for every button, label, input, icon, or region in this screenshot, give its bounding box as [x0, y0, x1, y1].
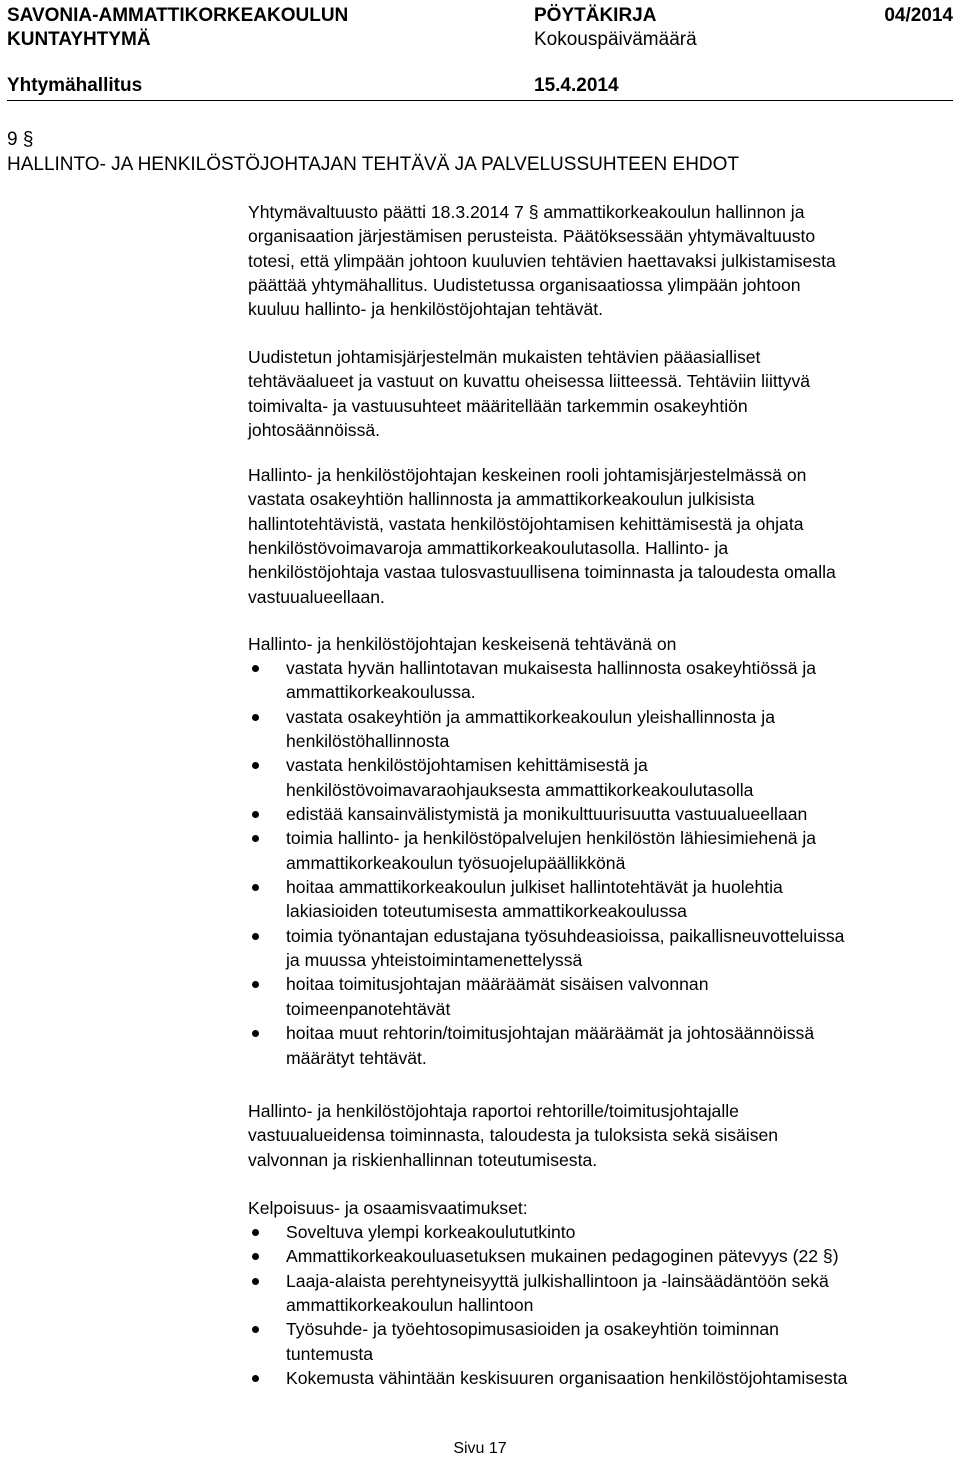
qualification-item	[248, 1269, 958, 1318]
list-item-text: vastata osakeyhtiön ja ammattikorkeakoulun yleishallinnosta ja	[286, 706, 775, 727]
document-type: PÖYTÄKIRJA	[534, 5, 657, 26]
document-number: 04/2014	[884, 5, 953, 26]
bullet-icon	[252, 933, 259, 940]
list-item-text: Soveltuva ylempi korkeakoulututkinto	[286, 1222, 576, 1242]
text-line: vastuualueidensa toiminnasta, taloudesta ja tuloksista sekä sisäisen	[248, 1125, 779, 1146]
list-item-text: hoitaa toimitusjohtajan määräämät sisäisen valvonnan	[286, 974, 709, 995]
bullet-icon	[252, 1229, 259, 1236]
org-name-line2: KUNTAYHTYMÄ	[7, 29, 151, 50]
text-line: päättää yhtymähallitus. Uudistetussa organisaatiossa ylimpään johtoon	[248, 275, 801, 296]
duty-item	[248, 972, 958, 1021]
list-item-text: Laaja-alaista perehtyneisyyttä julkishallintoon ja -lainsäädäntöön sekä	[286, 1270, 829, 1291]
paragraph-duties-intro	[248, 632, 958, 656]
paragraph-reporting	[248, 1099, 958, 1172]
text-line: organisaation järjestämisen perusteista. Päätöksessään yhtymävaltuusto	[248, 226, 816, 247]
bullet-icon	[252, 1278, 259, 1285]
bullet-icon	[252, 762, 259, 769]
header-row-3	[7, 74, 953, 98]
header-row-1	[7, 4, 953, 28]
text-line: Hallinto- ja henkilöstöjohtajan keskeinen rooli johtamisjärjestelmässä on	[248, 465, 807, 485]
text-line: Hallinto- ja henkilöstöjohtaja raportoi rehtorille/toimitusjohtajalle	[248, 1101, 739, 1121]
text-line: henkilöstövoimavaroja ammattikorkeakoulutasolla. Hallinto- ja	[248, 538, 729, 559]
bullet-icon	[252, 665, 259, 672]
list-item-text: tuntemusta	[286, 1343, 374, 1364]
list-item-text: hoitaa muut rehtorin/toimitusjohtajan määräämät ja johtosäännöissä	[286, 1023, 815, 1044]
duty-item	[248, 1021, 958, 1070]
duty-item	[248, 924, 958, 973]
date-label: Kokouspäivämäärä	[534, 29, 697, 50]
duties-list	[248, 656, 958, 1070]
bullet-icon	[252, 1326, 259, 1333]
paragraph-key-role	[248, 463, 958, 609]
text-line: henkilöstöjohtaja vastaa tulosvastuullisena toiminnasta ja taloudesta omalla	[248, 562, 836, 583]
header-divider	[7, 100, 953, 101]
qualifications-list	[248, 1220, 958, 1390]
qualification-item	[248, 1244, 958, 1268]
bullet-icon	[252, 981, 259, 988]
duty-item	[248, 753, 958, 802]
list-item-text: toimia työnantajan edustajana työsuhdeasioissa, paikallisneuvotteluissa	[286, 925, 845, 946]
text-line: vastuualueellaan.	[248, 586, 385, 607]
list-item-text: edistää kansainvälistymistä ja monikulttuurisuutta vastuualueellaan	[286, 804, 808, 825]
page-number: Sivu 17	[453, 1440, 507, 1457]
list-item-text: hoitaa ammattikorkeakoulun julkiset hallintotehtävät ja huolehtia	[286, 877, 783, 898]
bullet-icon	[252, 884, 259, 891]
list-item-text: henkilöstövoimavaraohjauksesta ammattikorkeakoulutasolla	[286, 779, 754, 800]
paragraph-qualifications-intro	[248, 1196, 958, 1220]
text-line: hallintotehtävistä, vastata henkilöstöjohtamisen kehittämisestä ja ohjata	[248, 513, 804, 534]
list-item-text: ammattikorkeakoulun hallintoon	[286, 1295, 534, 1316]
qualification-item	[248, 1366, 958, 1390]
meeting-date: 15.4.2014	[534, 75, 619, 96]
list-item-text: Kokemusta vähintään keskisuuren organisaation henkilöstöjohtamisesta	[286, 1368, 848, 1389]
text-line: Uudistetun johtamisjärjestelmän mukaisten tehtävien pääasialliset	[248, 347, 761, 367]
list-item-text: määrätyt tehtävät.	[286, 1047, 427, 1068]
list-item-text: ja muussa yhteistoimintamenettelyssä	[286, 950, 583, 971]
list-item-text: henkilöstöhallinnosta	[286, 731, 450, 752]
list-item-text: toimeenpanotehtävät	[286, 998, 451, 1019]
qualification-item	[248, 1317, 958, 1366]
paragraph-decision-background	[248, 200, 958, 322]
section-number: 9 §	[7, 129, 34, 150]
list-item-text: Työsuhde- ja työehtosopimusasioiden ja osakeyhtiön toiminnan	[286, 1319, 779, 1340]
meeting-body: Yhtymähallitus	[7, 75, 143, 96]
text-line: Yhtymävaltuusto päätti 18.3.2014 7 § ammattikorkeakoulun hallinnon ja	[248, 202, 805, 222]
bullet-icon	[252, 1375, 259, 1382]
list-item-text: Ammattikorkeakouluasetuksen mukainen pedagoginen pätevyys (22 §)	[286, 1246, 839, 1267]
text-line: kuuluu hallinto- ja henkilöstöjohtajan tehtävät.	[248, 299, 604, 320]
list-item-text: vastata henkilöstöjohtamisen kehittämisestä ja	[286, 755, 648, 776]
duties-intro-text: Hallinto- ja henkilöstöjohtajan keskeisenä tehtävänä on	[248, 634, 677, 654]
bullet-icon	[252, 811, 259, 818]
bullet-icon	[252, 714, 259, 721]
duty-item	[248, 656, 958, 705]
header-row-2	[7, 28, 953, 52]
bullet-icon	[252, 835, 259, 842]
duty-item	[248, 875, 958, 924]
text-line: johtosäännöissä.	[248, 420, 381, 441]
section-title: HALLINTO- JA HENKILÖSTÖJOHTAJAN TEHTÄVÄ JA PALVELUSSUHTEEN EHDOT	[7, 154, 740, 175]
bullet-icon	[252, 1253, 259, 1260]
text-line: tehtäväalueet ja vastuut on kuvattu oheisessa liitteessä. Tehtäviin liittyvä	[248, 371, 811, 392]
paragraph-duties-reference	[248, 345, 958, 442]
org-name-line1: SAVONIA-AMMATTIKORKEAKOULUN	[7, 5, 349, 26]
text-line: valvonnan ja riskienhallinnan toteutumisesta.	[248, 1149, 598, 1170]
text-line: toimivalta- ja vastuusuhteet määritellään tarkemmin osakeyhtiön	[248, 395, 748, 416]
list-item-text: lakiasioiden toteutumisesta ammattikorkeakoulussa	[286, 901, 687, 922]
duty-item	[248, 705, 958, 754]
text-line: totesi, että ylimpään johtoon kuuluvien tehtävien haettavaksi julkistamisesta	[248, 250, 836, 271]
duty-item	[248, 826, 958, 875]
list-item-text: ammattikorkeakoulussa.	[286, 682, 476, 703]
duty-item	[248, 802, 958, 826]
text-line: vastata osakeyhtiön hallinnosta ja ammattikorkeakoulun julkisista	[248, 489, 755, 510]
bullet-icon	[252, 1030, 259, 1037]
list-item-text: ammattikorkeakoulun työsuojelupäällikkönä	[286, 852, 626, 873]
qualification-item	[248, 1220, 958, 1244]
list-item-text: vastata hyvän hallintotavan mukaisesta hallinnosta osakeyhtiössä ja	[286, 658, 817, 678]
qualifications-intro-text: Kelpoisuus- ja osaamisvaatimukset:	[248, 1198, 528, 1218]
list-item-text: toimia hallinto- ja henkilöstöpalvelujen henkilöstön lähiesimiehenä ja	[286, 828, 817, 849]
